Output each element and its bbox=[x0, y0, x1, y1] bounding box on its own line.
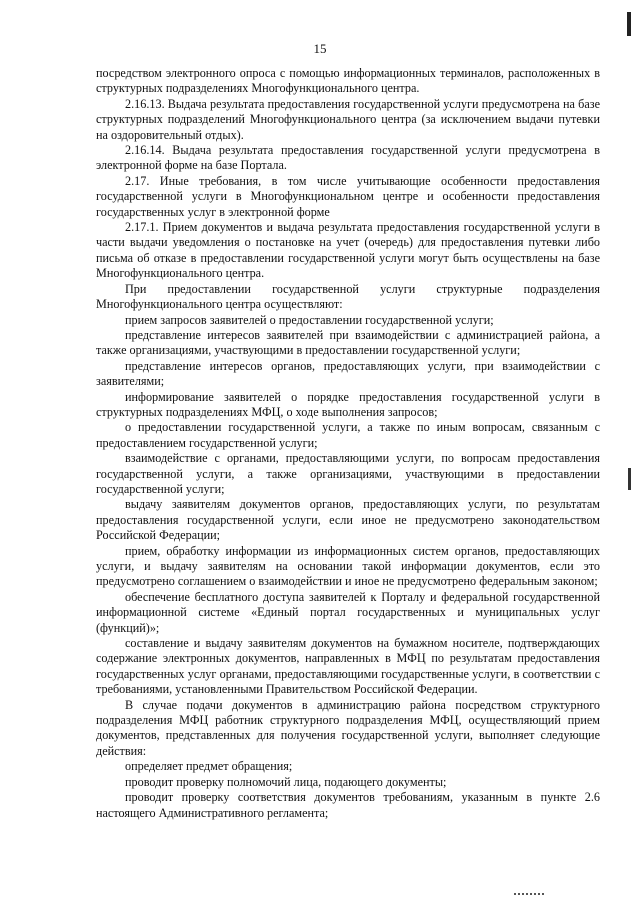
paragraph: взаимодействие с органами, предоставляющими услуги, по вопросам предоставления государственной услуги, а также организациями, участвующими в предоставлении государственной услуги; bbox=[96, 451, 600, 496]
scan-artifact-top bbox=[627, 12, 631, 36]
paragraph: посредством электронного опроса с помощью информационных терминалов, расположенных в структурных подразделениях Многофункционального центра. bbox=[96, 66, 600, 96]
paragraph: прием, обработку информации из информационных систем органов, предоставляющих услуги, и выдачу заявителям на основании такой информации документов, если это предусмотрено соглашением о взаимодействии и иное не предусмотрено федеральным законом; bbox=[96, 543, 600, 589]
paragraph: составление и выдачу заявителям документов на бумажном носителе, подтверждающих содержание электронных документов, направленных в МФЦ по результатам предоставления государственных услуг органами, предоставляющими государственные услуги, в соответствии с требованиями, установленными Правительством Российской Федерации. bbox=[96, 636, 600, 697]
paragraph: В случае подачи документов в администрацию района посредством структурного подразделения МФЦ работник структурного подразделения МФЦ, осуществляющий прием документов, представленных для получения государственной услуги, выполняет следующие действия: bbox=[96, 697, 600, 758]
scan-artifact-right bbox=[628, 468, 631, 490]
page-number: 15 bbox=[313, 41, 327, 56]
paragraph: 2.16.13. Выдача результата предоставления государственной услуги предусмотрена на базе структурных подразделений Многофункционального центра (за исключением выдачи путевки на оздоровительный отдых). bbox=[96, 96, 600, 142]
paragraph: обеспечение бесплатного доступа заявителей к Порталу и федеральной государственной информационной системе «Единый портал государственных и муниципальных услуг (функций)»; bbox=[96, 589, 600, 635]
paragraph: 2.17. Иные требования, в том числе учитывающие особенности предоставления государственной услуги в Многофункциональном центре и особенности предоставления государственных услуг в электронной форме bbox=[96, 173, 600, 219]
paragraph: представление интересов заявителей при взаимодействии с администрацией района, а также организациями, участвующими в предоставлении государственной услуги; bbox=[96, 327, 600, 358]
paragraph: проводит проверку соответствия документов требованиям, указанным в пункте 2.6 настоящего Административного регламента; bbox=[96, 790, 600, 820]
document-body bbox=[96, 66, 600, 821]
paragraph: 2.17.1. Прием документов и выдача результата предоставления государственной услуги в части выдачи уведомления о постановке на учет (очередь) для предоставления путевки либо письма об отказе в предоставлении государственной услуги могут быть осуществлены на базе Многофункционального центра. bbox=[96, 220, 600, 281]
scan-artifact-bottom bbox=[514, 893, 544, 897]
paragraph: представление интересов органов, предоставляющих услуги, при взаимодействии с заявителями; bbox=[96, 358, 600, 389]
paragraph: о предоставлении государственной услуги, а также по иным вопросам, связанным с предоставлением государственной услуги; bbox=[96, 420, 600, 450]
paragraph: При предоставлении государственной услуги структурные подразделения Многофункционального центра осуществляют: bbox=[96, 281, 600, 312]
paragraph: прием запросов заявителей о предоставлении государственной услуги; bbox=[125, 312, 494, 327]
paragraph: проводит проверку полномочий лица, подающего документы; bbox=[125, 774, 447, 789]
paragraph: информирование заявителей о порядке предоставления государственной услуги в структурных подразделениях МФЦ, о ходе выполнения запросов; bbox=[96, 389, 600, 419]
paragraph: выдачу заявителям документов органов, предоставляющих услуги, по результатам предоставления государственной услуги, если иное не предусмотрено законодательством Российской Федерации; bbox=[96, 497, 600, 543]
paragraph: определяет предмет обращения; bbox=[125, 759, 293, 774]
paragraph: 2.16.14. Выдача результата предоставления государственной услуги предусмотрена в электронной форме на базе Портала. bbox=[96, 143, 600, 173]
